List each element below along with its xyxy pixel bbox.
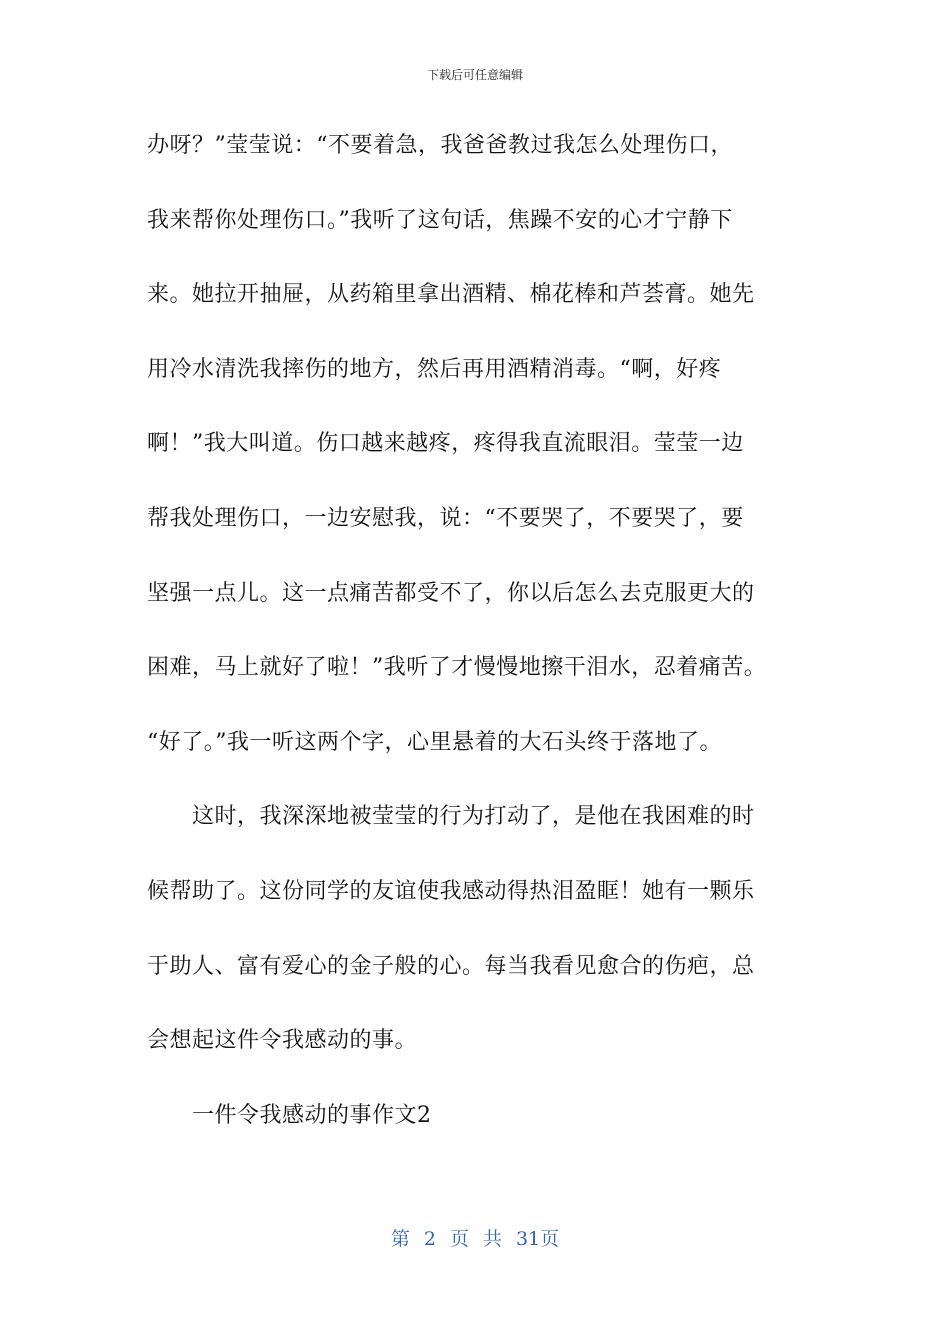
text-line-9: “好了。”我一听这两个字，心里悬着的大石头终于落地了。	[147, 729, 722, 755]
text-line-11: 候帮助了。这份同学的友谊使我感动得热泪盈眶！她有一颗乐	[147, 878, 755, 904]
text-line-7: 坚强一点儿。这一点痛苦都受不了，你以后怎么去克服更大的	[147, 580, 755, 606]
text-line-12: 于助人、富有爱心的金子般的心。每当我看见愈合的伤疤，总	[147, 953, 755, 979]
footer-page-mid: 页	[449, 1228, 469, 1250]
footer-total-prefix: 共	[482, 1228, 502, 1250]
section-heading: 一件令我感动的事作文2	[147, 1102, 432, 1128]
footer-page-prefix: 第	[390, 1228, 410, 1250]
page-header-note: 下载后可任意编辑	[426, 68, 523, 82]
text-line-5: 啊！”我大叫道。伤口越来越疼，疼得我直流眼泪。莹莹一边	[147, 431, 744, 457]
text-line-8: 困难，马上就好了啦！”我听了才慢慢地擦干泪水，忍着痛苦。	[147, 655, 767, 681]
text-line-2: 我来帮你处理伤口。”我听了这句话，焦躁不安的心才宁静下	[147, 207, 733, 233]
footer-total-pages: 31页	[515, 1228, 560, 1250]
text-line-4: 用冷水清洗我摔伤的地方，然后再用酒精消毒。“啊，好疼	[147, 356, 722, 382]
text-line-13: 会想起这件令我感动的事。	[147, 1028, 418, 1054]
text-line-1: 办呀？”莹莹说：“不要着急，我爸爸教过我怎么处理伤口，	[147, 133, 733, 158]
body-text	[147, 124, 815, 1168]
text-line-10: 这时，我深深地被莹莹的行为打动了，是他在我困难的时	[147, 804, 755, 830]
text-line-6: 帮我处理伤口，一边安慰我，说：“不要哭了，不要哭了，要	[147, 505, 744, 531]
footer-current-page: 2	[423, 1228, 436, 1250]
text-line-3: 来。她拉开抽屉，从药箱里拿出酒精、棉花棒和芦荟膏。她先	[147, 282, 755, 308]
page-footer	[0, 1226, 950, 1252]
